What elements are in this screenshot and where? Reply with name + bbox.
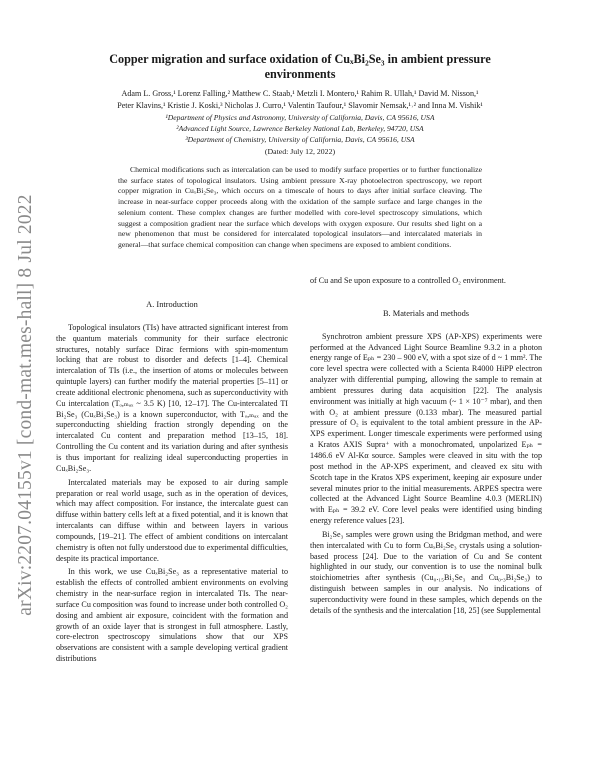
affiliations [55,113,545,145]
author-list [55,88,545,111]
right-column [310,276,542,620]
section-heading-introduction: A. Introduction [146,300,198,309]
paragraph: Intercalated materials may be exposed to air during sample preparation or real world usage, such as in the operation of devices, which may affect composition. For instance, the intercalate guest can diffuse within battery cells left at a fixed potential, and it is known that intercalants can diffuse within and between layers in various compounds, [19–21]. The effect of ambient conditions on intercalant chemistry is often not fully understood due to experimental difficulties, despite its practical importance. [56,477,288,563]
dated-line: (Dated: July 12, 2022) [264,147,336,156]
paragraph: Synchrotron ambient pressure XPS (AP-XPS) experiments were performed at the Advanced Light Source Beamline 9.3.2 in a photon energy range of Eₚₕ = 230 – 900 eV, with a spot size of d ~ 1 mm². The core level spectra were collected with a Scienta R4000 HiPP electron analyzer with differential pumping, allowing the sample to remain at ambient pressures during data acquisition [22]. The analysis environment was initially at high vacuum (~ 1 × 10⁻⁷ mbar), and then with O₂ at ambient pressure (0.133 mbar). The measured partial pressure of O₂ is equivalent to the total ambient pressure in the AP-XPS experiment. Longer timescale experiments were performed using a Kratos AXIS Supra⁺ with a monochromated, unpolarized Eₚₕ = 1486.6 eV Al-Kα source. Samples were cleaved in situ with the top post method in the AP-XPS experiment, and cleaved ex situ with Scotch tape in the Kratos XPS experiment, keeping air exposure under several minutes prior to the initial measurements. ARPES spectra were collected at the Advanced Light Source Beamline 4.0.3 (MERLIN) with Eₚₕ = 39.2 eV. Core level peaks were identified using binding energy reference values [23]. [310,331,542,526]
arxiv-stamp [14,170,38,640]
paper-title: Copper migration and surface oxidation of CuₓBi₂Se₃ in ambient pressure environments [109,52,491,81]
paragraph: Bi₂Se₃ samples were grown using the Bridgman method, and were then intercalated with Cu to form CuₓBi₂Se₃ crystals using a solution-based process [24]. Due to the variation of Cu and Se content highlighted in our study, our convention is to use the nominal bulk stoichiometries after synthesis (Cu₀.₁₅Bi₂Se₃ and Cu₀.₃Bi₂Se₃) to distinguish between samples in our analysis. No indications of superconductivity were found in these samples, which depends on the details of the synthesis and the intercalation [18, 25] (see Supplemental [310,529,542,615]
paragraph: In this work, we use CuₓBi₂Se₃ as a representative material to establish the effects of controlled ambient environments on evolving chemistry in the near-surface region in intercalated TIs. The near-surface Cu composition was found to increase under both controlled O₂ dosing and ambient air exposure, coincident with the formation and growth of an oxide layer that is strongest in full atmosphere. Lastly, core-electron spectroscopy simulations show that our XPS observations are consistent with a sample developing vertical gradient distributions [56,567,288,664]
author-line: Adam L. Gross,¹ Lorenz Falling,² Matthew C. Staab,¹ Metzli I. Montero,¹ Rahim R. Ullah,¹ David M. Nisson,¹ [121,89,479,98]
paragraph-continuation: of Cu and Se upon exposure to a controlled O₂ environment. [310,276,506,285]
author-line: Peter Klavins,¹ Kristie J. Koski,³ Nicholas J. Curro,¹ Valentin Taufour,¹ Slavomir Nemsak,¹˒² and Inna M. Vishik¹ [117,100,483,110]
paragraph: Topological insulators (TIs) have attracted significant interest from the quantum materials community for their surface electronic structures, notably surface Dirac fermions with spin-momentum locking that are robust to disorder and defects [1–4]. Chemical intercalation of TIs (i.e., the insertion of atoms or molecules between quintuple layers) can further modify the material properties [5–11] or create additional electronic phenomena, such as superconductivity with Cu intercalation (Tₒ,ₘₐₓ ~ 3.5 K) [10, 12–17]. The Cu-intercalated TI Bi₂Se₃ (CuₓBi₂Se₃) is a known superconductor, with Tₒ,ₘₐₓ and the superconducting shielding fraction strongly depending on the intercalated Cu content and preparation method [13–15, 18]. Controlling the Cu content and its variation during and after synthesis is thus important for realizing ideal superconducting properties in CuₓBi₂Se₃. [56,322,288,473]
abstract-text: Chemical modifications such as intercalation can be used to modify surface properties or to further functionalize the surface states of topological insulators. Using ambient pressure X-ray photoelectron spectroscopy, we report copper migration in CuₓBi₂Se₃, which occurs on a timescale of hours to days after initial surface cleaving. The increase in near-surface copper proceeds along with the oxidation of the sample surface and large changes in the selenium content. These complex changes are further modelled with core-level spectroscopy simulations, which suggest a composition gradient near the surface which develops with oxygen exposure. Our results shed light on a new phenomenon that must be considered for intercalated topological insulators—and intercalated materials in general—that surface chemical composition can change when specimens are exposed to ambient conditions. [118,165,482,249]
affiliation: ³Department of Chemistry, University of California, Davis, CA 95616, USA [185,134,415,144]
section-heading-methods: B. Materials and methods [382,308,470,318]
abstract [118,165,482,251]
affiliation: ¹Department of Physics and Astronomy, University of California, Davis, CA 95616, USA [165,113,435,122]
affiliation: ²Advanced Light Source, Lawrence Berkeley National Lab, Berkeley, 94720, USA [176,123,424,133]
arxiv-stamp-text: arXiv:2207.04155v1 [cond-mat.mes-hall] 8 Jul 2022 [15,194,36,616]
left-column [56,300,288,668]
